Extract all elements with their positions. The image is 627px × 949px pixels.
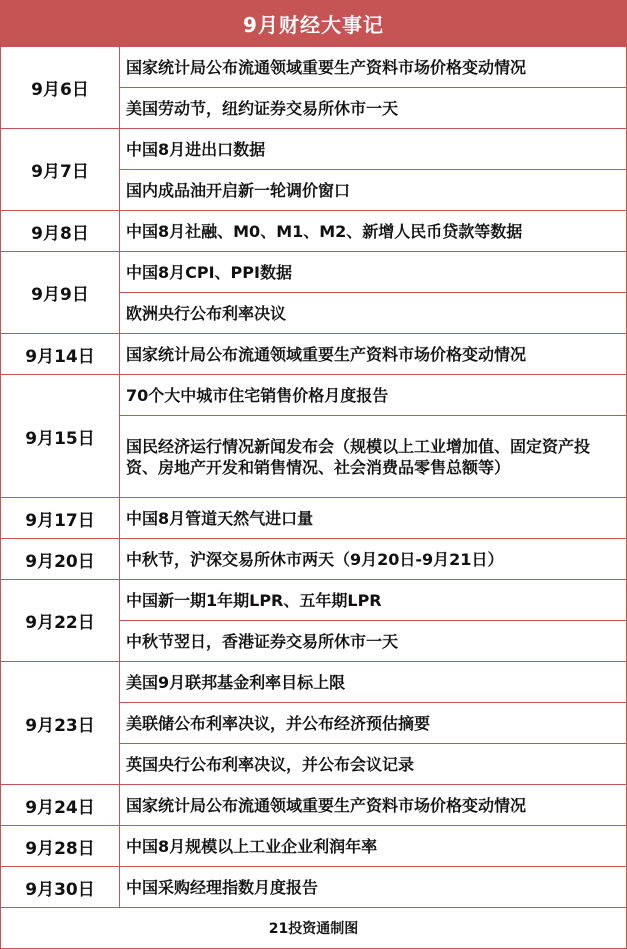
table-row [1, 580, 627, 621]
date-cell: 9月15日 [1, 375, 120, 498]
table-row [1, 211, 627, 252]
event-cell: 英国央行公布利率决议，并公布会议记录 [120, 744, 627, 785]
event-cell: 中国8月进出口数据 [120, 129, 627, 170]
event-cell: 国家统计局公布流通领域重要生产资料市场价格变动情况 [120, 334, 627, 375]
event-cell: 中国8月管道天然气进口量 [120, 498, 627, 539]
events-body [1, 47, 627, 949]
table-row [1, 785, 627, 826]
footer-row [1, 908, 627, 949]
date-cell: 9月30日 [1, 867, 120, 908]
event-cell: 美国9月联邦基金利率目标上限 [120, 662, 627, 703]
table-row [1, 375, 627, 416]
date-cell: 9月6日 [1, 47, 120, 129]
table-row [1, 826, 627, 867]
date-cell: 9月22日 [1, 580, 120, 662]
events-table [0, 46, 627, 949]
table-row [1, 539, 627, 580]
event-cell: 中国8月规模以上工业企业利润年率 [120, 826, 627, 867]
event-cell: 中国新一期1年期LPR、五年期LPR [120, 580, 627, 621]
date-cell: 9月14日 [1, 334, 120, 375]
event-cell: 国内成品油开启新一轮调价窗口 [120, 170, 627, 211]
event-cell: 国家统计局公布流通领域重要生产资料市场价格变动情况 [120, 47, 627, 88]
table-row [1, 252, 627, 293]
event-cell: 中国采购经理指数月度报告 [120, 867, 627, 908]
table-row [1, 129, 627, 170]
date-cell: 9月9日 [1, 252, 120, 334]
date-cell: 9月24日 [1, 785, 120, 826]
date-cell: 9月8日 [1, 211, 120, 252]
table-row [1, 867, 627, 908]
page-title: 9月财经大事记 [0, 0, 627, 46]
event-cell: 美国劳动节，纽约证券交易所休市一天 [120, 88, 627, 129]
event-cell: 中国8月CPI、PPI数据 [120, 252, 627, 293]
date-cell: 9月23日 [1, 662, 120, 785]
event-cell: 中秋节翌日，香港证券交易所休市一天 [120, 621, 627, 662]
table-row [1, 662, 627, 703]
table-row [1, 334, 627, 375]
source-credit: 21投资通制图 [1, 908, 627, 949]
event-cell: 欧洲央行公布利率决议 [120, 293, 627, 334]
date-cell: 9月28日 [1, 826, 120, 867]
event-cell: 中国8月社融、M0、M1、M2、新增人民币贷款等数据 [120, 211, 627, 252]
event-cell: 国民经济运行情况新闻发布会（规模以上工业增加值、固定资产投资、房地产开发和销售情况、社会消费品零售总额等） [120, 416, 627, 498]
date-cell: 9月20日 [1, 539, 120, 580]
table-row [1, 498, 627, 539]
date-cell: 9月17日 [1, 498, 120, 539]
event-cell: 国家统计局公布流通领域重要生产资料市场价格变动情况 [120, 785, 627, 826]
event-cell: 中秋节，沪深交易所休市两天（9月20日-9月21日） [120, 539, 627, 580]
event-cell: 美联储公布利率决议，并公布经济预估摘要 [120, 703, 627, 744]
event-cell: 70个大中城市住宅销售价格月度报告 [120, 375, 627, 416]
date-cell: 9月7日 [1, 129, 120, 211]
table-row [1, 47, 627, 88]
